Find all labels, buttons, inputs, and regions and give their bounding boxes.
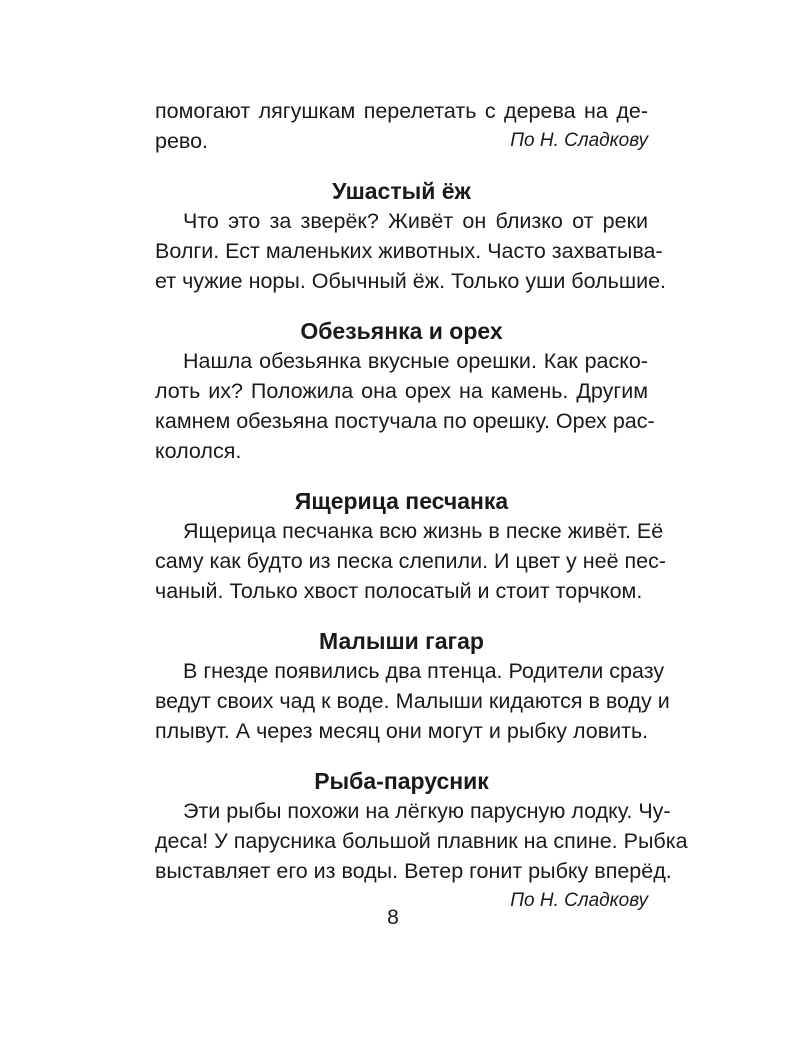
page-content [155,96,688,916]
text-line: рево. [155,129,209,153]
text-line: ет чужие норы. Обычный ёж. Только уши большие. [155,269,667,293]
story-title: Обезьянка и орех [300,318,503,344]
text-line: помогают лягушкам перелетать с дерева на де- [155,99,648,123]
text-line: камнем обезьяна постучала по орешку. Орех рас- [155,409,655,433]
story-title: Рыба-парусник [314,768,489,794]
story-obezyanka-i-orekh [155,316,655,466]
story-malyshi-gagar [155,626,670,746]
story-yashcheritsa-peschanka [155,486,667,606]
story-title: Ушастый ёж [332,178,471,204]
text-line: выставляет его из воды. Ветер гонит рыбку вперёд. [155,859,672,883]
text-line: саму как будто из песка слепили. И цвет у неё пес- [155,549,667,573]
text-line: лоть их? Положила она орех на камень. Другим [155,379,648,403]
text-line: Ящерица песчанка всю жизнь в песке живёт. Её [183,519,664,543]
text-line: кололся. [155,439,242,463]
text-line: плывут. А через месяц они могут и рыбку ловить. [155,719,649,743]
text-line: чаный. Только хвост полосатый и стоит торчком. [155,579,643,603]
page-number: 8 [387,906,399,929]
attribution: По Н. Сладкову [510,890,648,911]
text-line: Эти рыбы похожи на лёгкую парусную лодку. Чу- [183,799,671,823]
story-ryba-parusnik [155,766,688,916]
story-title: Ящерица песчанка [294,488,509,514]
text-line: ведут своих чад к воде. Малыши кидаются в воду и [155,689,670,713]
text-line: Нашла обезьянка вкусные орешки. Как раско- [183,349,648,373]
story-ushastyi-ezh [155,176,667,296]
text-line: деса! У парусника большой плавник на спине. Рыбка [155,829,688,853]
text-line: В гнезде появились два птенца. Родители сразу [183,659,665,683]
text-line: Что это за зверёк? Живёт он близко от реки [183,209,648,233]
attribution: По Н. Сладкову [510,130,648,151]
intro-paragraph [155,96,648,156]
text-line: Волги. Ест маленьких животных. Часто захватыва- [155,239,663,263]
story-title: Малыши гагар [319,628,484,654]
